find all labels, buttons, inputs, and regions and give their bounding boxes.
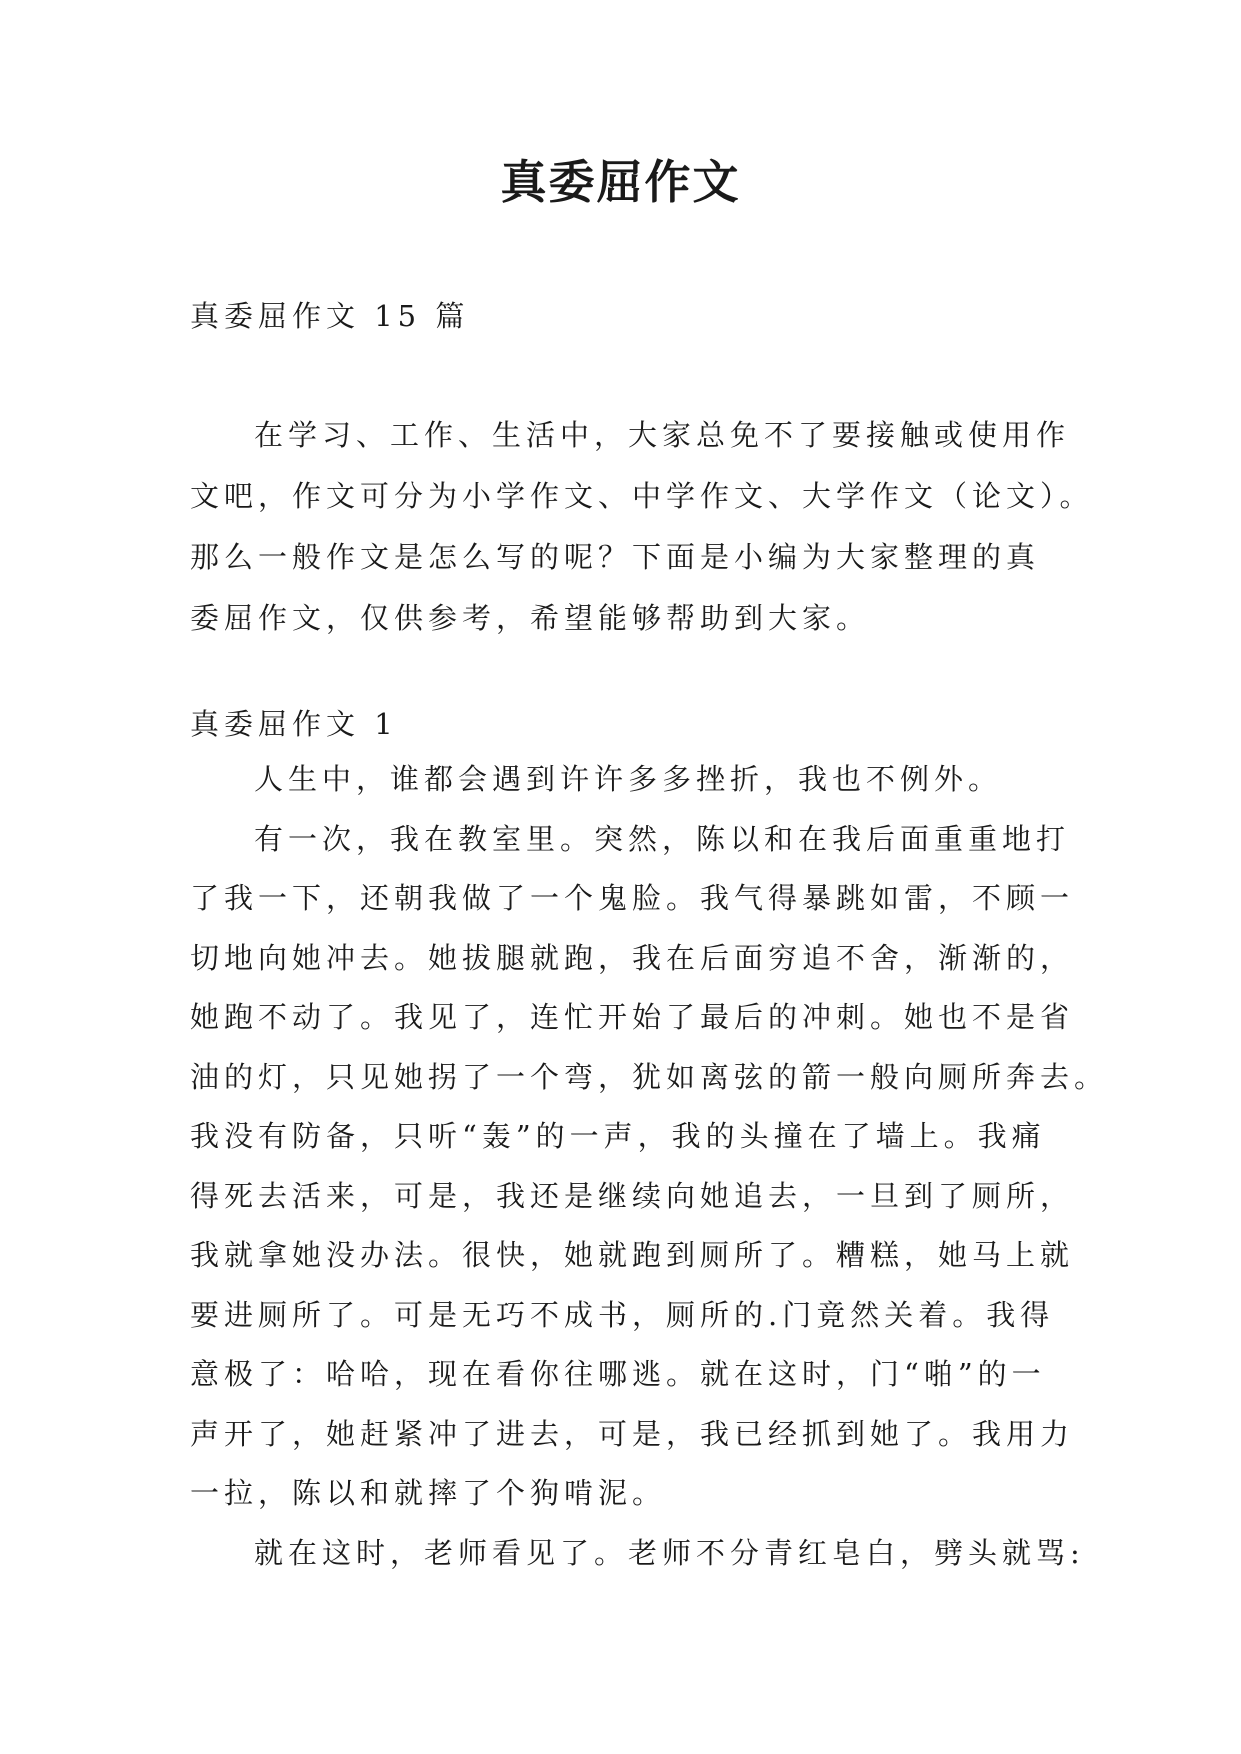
essay-line: 她跑不动了。我见了，连忙开始了最后的冲刺。她也不是省: [190, 1000, 1075, 1034]
essay-body: [190, 750, 1109, 1583]
document-subtitle: 真委屈作文 15 篇: [190, 299, 470, 333]
essay-line: 一拉，陈以和就摔了个狗啃泥。: [190, 1476, 667, 1510]
intro-line: 那么一般作文是怎么写的呢？下面是小编为大家整理的真: [190, 540, 1041, 574]
essay-line: 油的灯，只见她拐了一个弯，犹如离弦的箭一般向厕所奔去。: [190, 1059, 1109, 1094]
essay-line: 要进厕所了。可是无巧不成书，厕所的.门竟然关着。我得: [190, 1297, 1055, 1332]
essay-line: 就在这时，老师看见了。老师不分青红皂白，劈头就骂:: [254, 1535, 1085, 1570]
essay-line: 我没有防备，只听“轰”的一声，我的头撞在了墙上。我痛: [190, 1119, 1046, 1153]
essay-line: 声开了，她赶紧冲了进去，可是，我已经抓到她了。我用力: [190, 1416, 1075, 1451]
essay-paragraph: [190, 810, 1109, 1524]
essay-paragraph: [190, 1524, 1085, 1584]
intro-line: 在学习、工作、生活中，大家总免不了要接触或使用作: [254, 418, 1071, 452]
essay-line: 人生中，谁都会遇到许许多多挫折，我也不例外。: [254, 762, 1003, 796]
essay-paragraph: [190, 750, 1070, 810]
essay-line: 意极了：哈哈，现在看你往哪逃。就在这时，门“啪”的一: [190, 1357, 1046, 1391]
essay-line: 我就拿她没办法。很快，她就跑到厕所了。糟糕，她马上就: [190, 1238, 1075, 1272]
intro-paragraph: [190, 405, 1094, 649]
essay-line: 了我一下，还朝我做了一个鬼脸。我气得暴跳如雷，不顾一: [190, 881, 1075, 915]
section-heading: 真委屈作文 1: [190, 707, 398, 741]
essay-line: 切地向她冲去。她拔腿就跑，我在后面穷追不舍，渐渐的，: [190, 940, 1075, 975]
intro-line: 委屈作文，仅供参考，希望能够帮助到大家。: [190, 601, 871, 635]
essay-line: 有一次，我在教室里。突然，陈以和在我后面重重地打: [254, 821, 1071, 856]
page-title: 真委屈作文: [500, 155, 741, 209]
essay-line: 得死去活来，可是，我还是继续向她追去，一旦到了厕所，: [190, 1178, 1075, 1213]
intro-line: 文吧，作文可分为小学作文、中学作文、大学作文（论文）。: [190, 479, 1094, 513]
